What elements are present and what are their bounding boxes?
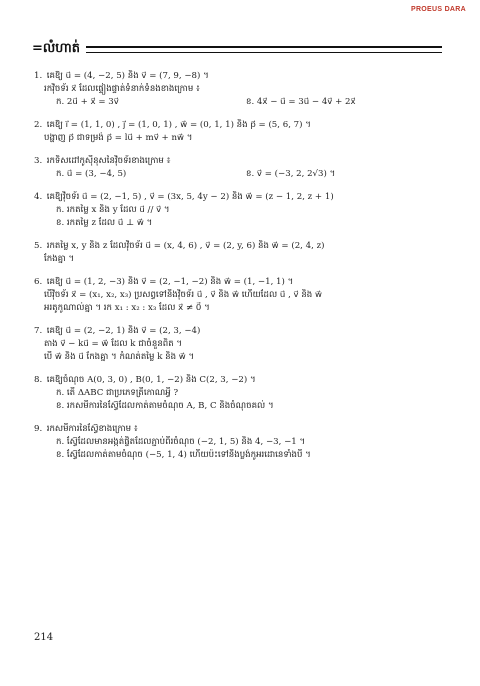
subpart-a: ក. 2u⃗ + x⃗ = 3v⃗ xyxy=(56,97,119,107)
exercise-number: 4. xyxy=(34,192,43,202)
exercise-line xyxy=(34,204,450,217)
exercise-item xyxy=(34,191,450,230)
exercise-text: រកតម្លៃ x, y និង z ដែលវ៉ិចទ័រ u⃗ = (x, 4, 6) , v⃗ = (2, y, 6) និង w⃗ = (2, 4, z) xyxy=(46,241,325,251)
exercise-number: 6. xyxy=(34,277,43,287)
exercise-text: គេឱ្យចំណុច A(0, 3, 0) , B(0, 1, −2) និង C(2, 3, −2) ។ xyxy=(46,375,256,385)
section-rule xyxy=(86,46,442,53)
exercise-number: 5. xyxy=(34,241,43,251)
exercise-item xyxy=(34,374,450,413)
exercise-statement xyxy=(34,240,450,253)
exercise-item xyxy=(34,240,450,266)
exercise-line xyxy=(34,400,450,413)
exercise-item xyxy=(34,119,450,145)
subpart-b: ខ. v⃗ = (−3, 2, 2√3) ។ xyxy=(246,169,336,179)
exercise-text: ក. តើ ΔABC ជាប្រភេទត្រីកោណអ្វី ? xyxy=(56,388,179,398)
exercise-statement xyxy=(34,155,450,168)
exercise-statement xyxy=(34,374,450,387)
exercise-number: 3. xyxy=(34,156,43,166)
exercise-text: គេឱ្យ u⃗ = (1, 2, −3) និង v⃗ = (2, −1, −2) និង w⃗ = (1, −1, 1) ។ xyxy=(46,277,294,287)
exercise-text: កែងគ្នា ។ xyxy=(44,254,75,264)
exercise-statement xyxy=(34,191,450,204)
section-title-text: លំហាត់ xyxy=(42,40,81,56)
exercise-line xyxy=(34,132,450,145)
subpart-a: ក. u⃗ = (3, −4, 5) xyxy=(56,169,127,179)
exercise-text: តាង v⃗ − ku⃗ = w⃗ ដែល k ជាចំនួនពិត ។ xyxy=(44,339,183,349)
exercise-number: 2. xyxy=(34,120,43,130)
exercise-item xyxy=(34,155,450,181)
exercise-number: 1. xyxy=(34,71,43,81)
exercise-item xyxy=(34,423,450,462)
exercise-text: គេឱ្យវ៉ិចទ័រ u⃗ = (2, −1, 5) , v⃗ = (3x, 5, 4y − 2) និង w⃗ = (z − 1, 2, z + 1) xyxy=(46,192,334,202)
exercise-number: 9. xyxy=(34,424,43,434)
section-header xyxy=(32,42,442,56)
exercise-item xyxy=(34,70,450,109)
exercise-subparts xyxy=(34,96,450,109)
exercise-line xyxy=(34,387,450,400)
exercise-line xyxy=(34,302,450,315)
exercise-text: អរតូកូណាល់គ្នា ។ រក x₁ : x₂ : x₃ ដែល x⃗ ≠ 0⃗ ។ xyxy=(44,303,210,313)
exercise-text: ក. ស្វ៊ែដែលមានអង្កត់ផ្ចិតដែលភ្ជាប់ពីរចំណុច (−2, 1, 5) និង 4, −3, −1 ។ xyxy=(56,437,306,447)
exercise-line xyxy=(34,289,450,302)
exercise-line xyxy=(34,351,450,364)
exercise-text: រកវ៉ិចទ័រ x⃗ ដែលផ្ទៀងផ្ទាត់ទំនាក់ទំនងខាងក្រោម ៖ xyxy=(44,84,200,94)
exercise-text: រកសមីការនៃស្វ៊ែខាងក្រោម ៖ xyxy=(46,424,138,434)
exercise-statement xyxy=(34,325,450,338)
exercise-subparts xyxy=(34,168,450,181)
exercise-statement xyxy=(34,276,450,289)
exercise-line xyxy=(34,83,450,96)
exercise-item xyxy=(34,276,450,315)
exercise-line xyxy=(34,253,450,266)
exercise-item xyxy=(34,325,450,364)
header-brand: PROEUS DARA xyxy=(410,6,466,13)
exercise-text: ខ. រកតម្លៃ z ដែល u⃗ ⊥ w⃗ ។ xyxy=(56,218,153,228)
exercise-statement xyxy=(34,423,450,436)
exercise-statement xyxy=(34,70,450,83)
exercise-text: បើវ៉ិចទ័រ x⃗ = (x₁, x₂, x₃) ប្រសព្វទៅនឹងវ៉ិចទ័រ u⃗ , v⃗ និង w⃗ ហើយដែល u⃗ , v⃗ និង w⃗ xyxy=(44,290,323,300)
section-title: =លំហាត់ xyxy=(32,40,81,56)
exercise-text: រកទិសដៅកូស៊ីនុសនៃវ៉ិចទ័រខាងក្រោម ៖ xyxy=(46,156,171,166)
exercise-text: ខ. ស្វ៊ែដែលកាត់តាមចំណុច (−5, 1, 4) ហើយប៉ះទៅនឹងប្លង់កូអរដោនេទាំងបី ។ xyxy=(56,450,311,460)
exercise-text: គេឱ្យ u⃗ = (4, −2, 5) និង v⃗ = (7, 9, −8) ។ xyxy=(46,71,209,81)
exercise-line xyxy=(34,217,450,230)
exercise-statement xyxy=(34,119,450,132)
exercise-text: គេឱ្យ u⃗ = (2, −2, 1) និង v⃗ = (2, 3, −4) xyxy=(46,326,201,336)
exercise-line xyxy=(34,449,450,462)
exercise-list xyxy=(34,70,450,472)
page-number: 214 xyxy=(34,632,54,643)
exercise-number: 7. xyxy=(34,326,43,336)
exercise-number: 8. xyxy=(34,375,43,385)
exercise-text: ខ. រកសមីការនៃស្វ៊ែដែលកាត់តាមចំណុច A, B, C និងចំណុចគល់ ។ xyxy=(56,401,274,411)
exercise-line xyxy=(34,436,450,449)
exercise-text: ក. រកតម្លៃ x និង y ដែល u⃗ // v⃗ ។ xyxy=(56,205,170,215)
exercise-line xyxy=(34,338,450,351)
exercise-text: គេឱ្យ i⃗ = (1, 1, 0) , j⃗ = (1, 0, 1) , w⃗ = (0, 1, 1) និង p⃗ = (5, 6, 7) ។ xyxy=(46,120,311,130)
exercise-text: បើ w⃗ និង u⃗ កែងគ្នា ។ កំណត់តម្លៃ k និង w⃗ ។ xyxy=(44,352,195,362)
exercise-text: បង្ហាញ p⃗ ជាទម្រង់ p⃗ = lu⃗ + mv⃗ + nw⃗ ។ xyxy=(44,133,193,143)
subpart-b: ខ. 4x⃗ − u⃗ = 3u⃗ − 4v⃗ + 2x⃗ xyxy=(246,97,356,107)
